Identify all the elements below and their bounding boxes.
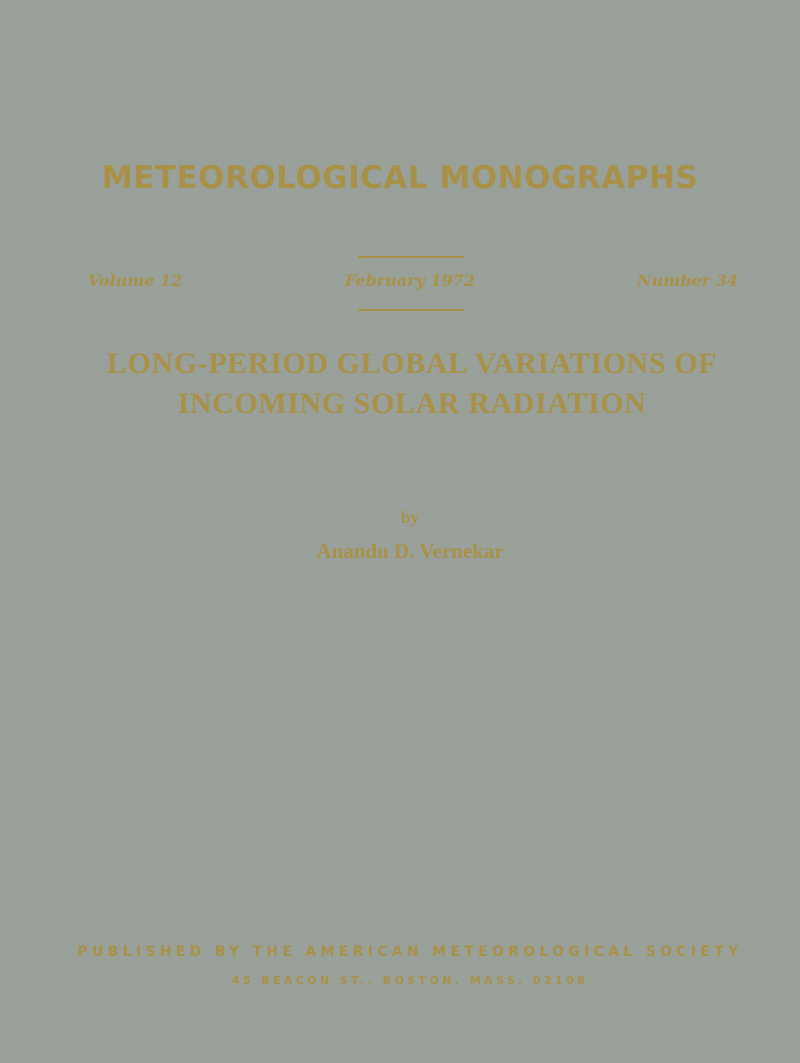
monograph-title-line-1: LONG-PERIOD GLOBAL VARIATIONS OF <box>106 347 718 380</box>
monograph-title <box>0 344 800 424</box>
by-line: by <box>401 508 419 527</box>
author-name: Anandu D. Vernekar <box>316 539 504 563</box>
volume-label: Volume 12 <box>88 271 183 290</box>
publisher-address: 45 BEACON ST., BOSTON, MASS. 02108 <box>231 974 589 987</box>
monograph-title-line-2: INCOMING SOLAR RADIATION <box>177 387 647 420</box>
bottom-divider-rule <box>358 309 464 311</box>
top-divider-rule <box>358 256 464 258</box>
series-title: METEOROLOGICAL MONOGRAPHS <box>101 160 699 196</box>
issue-info-row <box>0 271 800 295</box>
number-label: Number 34 <box>637 271 738 290</box>
publisher-line: PUBLISHED BY THE AMERICAN METEOROLOGICAL SOCIETY <box>77 944 743 960</box>
issue-date: February 1972 <box>344 271 476 290</box>
